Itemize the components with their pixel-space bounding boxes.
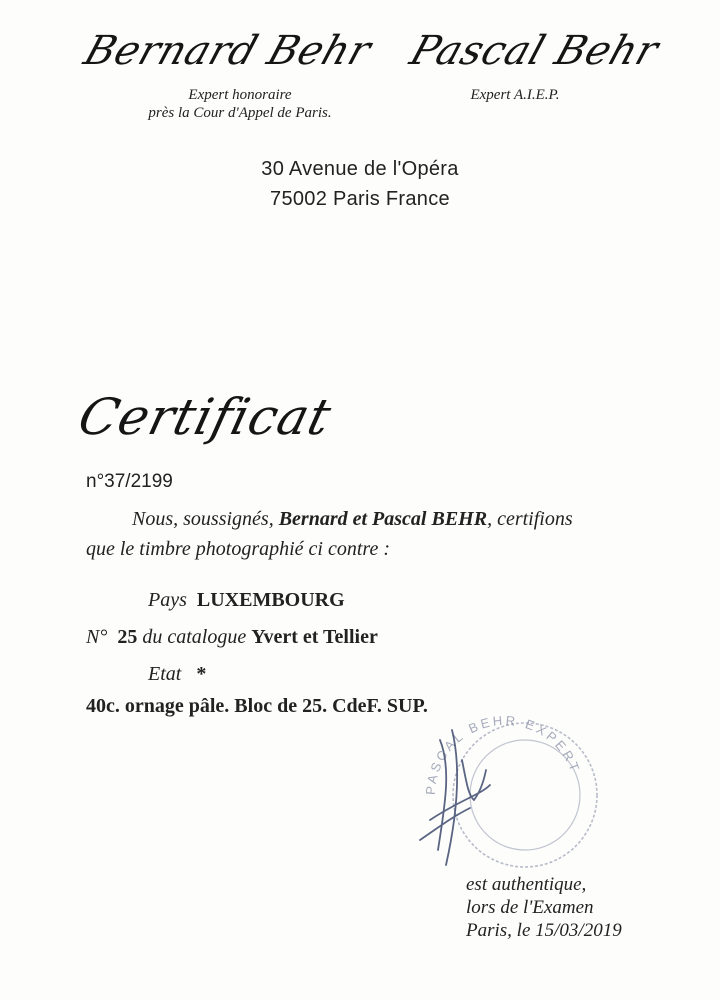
catalogue-value: Yvert et Tellier (251, 626, 378, 648)
etat-value: * (196, 663, 207, 685)
signature (420, 730, 490, 865)
auth-line3: Paris, le 15/03/2019 (466, 920, 622, 941)
num-label: N° (86, 626, 108, 648)
auth-line2: lors de l'Examen (466, 897, 594, 918)
etat-label: Etat (148, 663, 182, 685)
certificate-title: Certificat (72, 388, 338, 446)
intro-names: Bernard et Pascal BEHR (278, 508, 488, 530)
certificate-number: n°37/2199 (86, 471, 173, 492)
etat-line (148, 663, 206, 686)
intro-part1: Nous, soussignés, (132, 508, 274, 530)
expert1-title-line2: près la Cour d'Appel de Paris. (148, 105, 332, 121)
catalogue-label: du catalogue (142, 626, 247, 648)
intro-line1 (132, 508, 573, 531)
auth-line1: est authentique, (466, 874, 587, 895)
seal-text: PASCAL BEHR EXPERT (422, 712, 584, 796)
intro-line2: que le timbre photographié ci contre : (86, 538, 391, 560)
expert2-name: Pascal Behr (404, 28, 665, 74)
expert1-name: Bernard Behr (78, 28, 377, 74)
pays-value: LUXEMBOURG (196, 589, 345, 611)
address-line1: 30 Avenue de l'Opéra (261, 158, 459, 180)
expert1-title-line1: Expert honoraire (188, 87, 292, 103)
catalogue-line (86, 626, 378, 649)
pays-label: Pays (148, 589, 187, 611)
num-value: 25 (117, 626, 138, 648)
intro-part2: , certifions (487, 508, 573, 530)
address-line2: 75002 Paris France (270, 188, 450, 210)
expert2-title-line1: Expert A.I.E.P. (470, 87, 560, 103)
seal-stamp (400, 700, 610, 880)
pays-line (148, 589, 345, 612)
stamp-description: 40c. ornage pâle. Bloc de 25. CdeF. SUP. (86, 695, 428, 717)
